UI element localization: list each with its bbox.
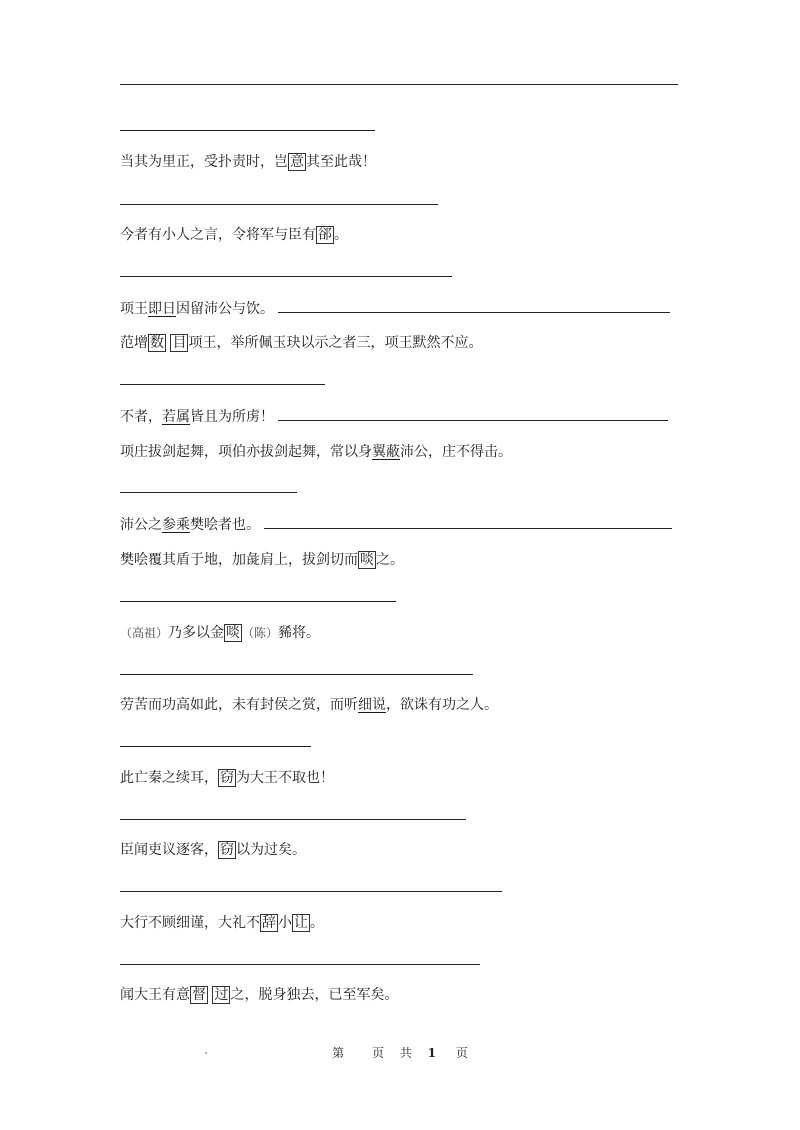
- answer-line-6: [120, 601, 396, 602]
- boxed-char: 啖: [360, 552, 374, 568]
- boxed-char: 目: [172, 335, 187, 351]
- answer-line-7: [120, 674, 473, 675]
- answer-line-3: [120, 276, 452, 277]
- sentence-10: 劳苦而功高如此，未有封侯之赏，而听细说，欲诛有功之人。: [120, 697, 498, 713]
- sentence-14: 闻大王有意 督 过 之，脱身独去，已至军矣。: [120, 987, 399, 1003]
- answer-line-1: [120, 130, 375, 131]
- boxed-char: 督: [192, 987, 206, 1003]
- sentence-5: 不者，若属皆且为所虏！: [120, 406, 668, 427]
- sentence-12: 臣闻吏议逐客， 窃 以为过矣。: [120, 842, 306, 858]
- underlined-word: 细说: [358, 697, 386, 713]
- answer-line-5: [120, 492, 297, 493]
- sentence-1: 当其为里正，受扑责时，岂 意 其至此哉！: [120, 154, 376, 170]
- answer-line-8: [120, 746, 311, 747]
- boxed-char: 窃: [220, 842, 234, 858]
- boxed-char: 意: [290, 154, 304, 170]
- boxed-char: 过: [214, 987, 229, 1003]
- boxed-char: 窃: [220, 770, 234, 786]
- boxed-char: 让: [294, 915, 308, 931]
- underlined-word: 参乘: [162, 517, 190, 533]
- boxed-char: 郤: [318, 227, 332, 243]
- underlined-word: 翼蔽: [372, 444, 400, 460]
- underlined-word: 即日: [148, 301, 176, 317]
- boxed-char: 数: [150, 335, 164, 351]
- sentence-4: 范增 数 目 项王，举所佩玉玦以示之者三，项王默然不应。: [120, 335, 483, 351]
- answer-line-11: [120, 964, 480, 965]
- answer-line-2: [120, 204, 438, 205]
- sentence-8: 樊哙覆其盾于地，加彘肩上，拔剑切而 啖 之。: [120, 552, 404, 568]
- sentence-13: 大行不顾细谨，大礼不 辞 小 让 。: [120, 915, 324, 931]
- sentence-6: 项庄拔剑起舞，项伯亦拔剑起舞，常以身翼蔽沛公，庄不得击。: [120, 444, 512, 460]
- annotation: （高祖）: [120, 626, 169, 640]
- sentence-3: 项王即日因留沛公与饮。: [120, 298, 670, 319]
- answer-line-4: [120, 384, 325, 385]
- page-footer: 第 页 共 1 页: [332, 1046, 468, 1060]
- answer-line-9: [120, 819, 466, 820]
- sentence-7: 沛公之参乘樊哙者也。: [120, 514, 672, 535]
- boxed-char: 辞: [262, 915, 276, 931]
- boxed-char: 啖: [226, 625, 241, 641]
- sentence-2: 今者有小人之言，令将军与臣有 郤 。: [120, 227, 348, 243]
- sentence-9: （高祖）乃多以金 啖 （陈）豨将。: [120, 625, 321, 641]
- answer-line-10: [120, 891, 502, 892]
- top-rule: [120, 84, 678, 85]
- underlined-word: 若属: [162, 409, 190, 425]
- sentence-11: 此亡秦之续耳， 窃 为大王不取也！: [120, 770, 334, 786]
- annotation: （陈）: [242, 626, 279, 640]
- total-pages: 1: [427, 1046, 437, 1060]
